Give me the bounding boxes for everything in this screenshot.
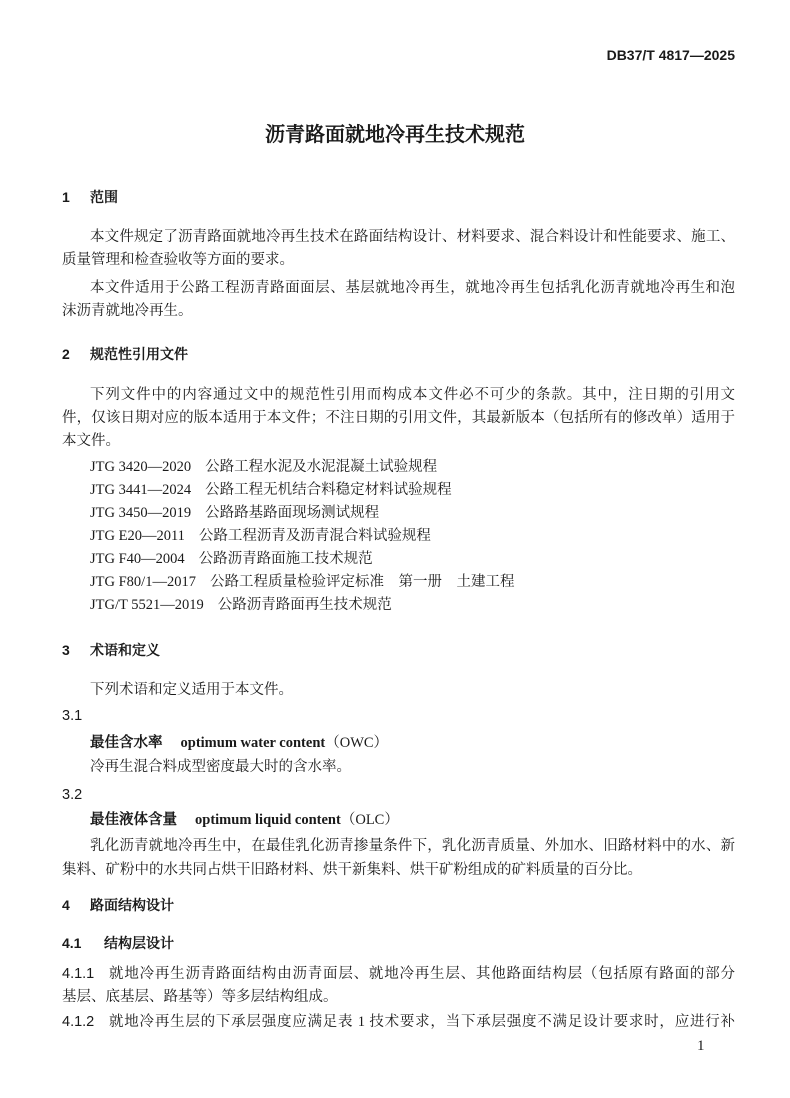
section-title: 路面结构设计 (90, 897, 174, 913)
reference-item (90, 457, 735, 477)
document-title: 沥青路面就地冷再生技术规范 (265, 124, 525, 146)
reference-item (90, 526, 735, 546)
reference-name: 公路沥青路面施工技术规范 (198, 551, 373, 567)
paragraph-line: 下列文件中的内容通过文中的规范性引用而构成本文件必不可少的条款。其中，注日期的引用文 (90, 387, 735, 403)
reference-name: 公路路基路面现场测试规程 (205, 505, 380, 521)
reference-code: JTG E20—2011 (90, 528, 185, 544)
clause-line: 基层、底基层、路基等）等多层结构组成。 (62, 989, 338, 1005)
document-code: DB37/T 4817—2025 (606, 47, 735, 63)
term-definition: 冷再生混合料成型密度最大时的含水率。 (90, 759, 351, 775)
reference-item (90, 595, 735, 615)
clause-line (62, 964, 735, 984)
subsection-title: 结构层设计 (104, 935, 174, 951)
section-number: 1 (62, 189, 70, 205)
paragraph-line: 沫沥青就地冷再生。 (62, 303, 193, 319)
reference-code: JTG 3420—2020 (90, 459, 192, 475)
paragraph-line: 本文件。 (62, 433, 120, 449)
term-number: 3.1 (62, 708, 83, 724)
section-title: 范围 (90, 189, 118, 205)
clause-number: 4.1.1 (62, 966, 95, 982)
clause-text: 就地冷再生沥青路面结构由沥青面层、就地冷再生层、其他路面结构层（包括原有路面的部分 (108, 966, 735, 982)
paragraph-line: 件，仅该日期对应的版本适用于本文件；不注日期的引用文件，其最新版本（包括所有的修改单）适用于 (62, 410, 735, 426)
term-abbr: （OWC） (325, 735, 389, 751)
term-cn: 最佳液体含量 (90, 812, 177, 828)
clause-text: 就地冷再生层的下承层强度应满足表 1 技术要求，当下承层强度不满足设计要求时，应进行补 (108, 1014, 735, 1030)
reference-name: 公路工程无机结合料稳定材料试验规程 (205, 482, 452, 498)
reference-code: JTG F80/1—2017 (90, 574, 196, 590)
term-cn: 最佳含水率 (90, 735, 163, 751)
section-2-heading (62, 344, 735, 364)
reference-code: JTG/T 5521—2019 (90, 597, 204, 613)
term-abbr: （OLC） (340, 812, 399, 828)
subsection-number: 4.1 (62, 935, 82, 951)
paragraph-line: 质量管理和检查验收等方面的要求。 (62, 252, 294, 268)
paragraph-line: 本文件适用于公路工程沥青路面面层、基层就地冷再生，就地冷再生包括乳化沥青就地冷再生和泡 (90, 280, 735, 296)
reference-item (90, 480, 735, 500)
subsection-heading (62, 933, 735, 953)
reference-item (90, 503, 735, 523)
section-title: 术语和定义 (90, 642, 160, 658)
section-title: 规范性引用文件 (90, 346, 188, 362)
reference-name: 公路工程水泥及水泥混凝土试验规程 (205, 459, 438, 475)
section-number: 4 (62, 897, 70, 913)
section-number: 2 (62, 346, 70, 362)
page-number: 1 (697, 1038, 705, 1054)
section-1-heading (62, 187, 735, 207)
reference-code: JTG 3450—2019 (90, 505, 192, 521)
reference-item (90, 572, 735, 592)
clause-line (62, 1012, 735, 1032)
term-heading (90, 733, 735, 753)
term-number: 3.2 (62, 787, 83, 803)
paragraph-line: 本文件规定了沥青路面就地冷再生技术在路面结构设计、材料要求、混合料设计和性能要求、施工、 (90, 229, 735, 245)
reference-code: JTG 3441—2024 (90, 482, 192, 498)
section-number: 3 (62, 642, 70, 658)
reference-code: JTG F40—2004 (90, 551, 185, 567)
section-4-heading (62, 895, 735, 915)
clause-number: 4.1.2 (62, 1014, 95, 1030)
term-en: optimum liquid content (195, 812, 341, 828)
term-definition: 乳化沥青就地冷再生中，在最佳乳化沥青掺量条件下，乳化沥青质量、外加水、旧路材料中的水、新 (90, 838, 735, 854)
section-3-heading (62, 640, 735, 660)
reference-name: 公路工程质量检验评定标准 第一册 土建工程 (209, 574, 515, 590)
reference-name: 公路工程沥青及沥青混合料试验规程 (198, 528, 431, 544)
reference-item (90, 549, 735, 569)
term-en: optimum water content (180, 735, 326, 751)
reference-name: 公路沥青路面再生技术规范 (217, 597, 392, 613)
term-heading (90, 810, 735, 830)
paragraph-line: 下列术语和定义适用于本文件。 (90, 682, 293, 698)
term-definition: 集料、矿粉中的水共同占烘干旧路材料、烘干新集料、烘干矿粉组成的矿料质量的百分比。 (62, 862, 642, 878)
